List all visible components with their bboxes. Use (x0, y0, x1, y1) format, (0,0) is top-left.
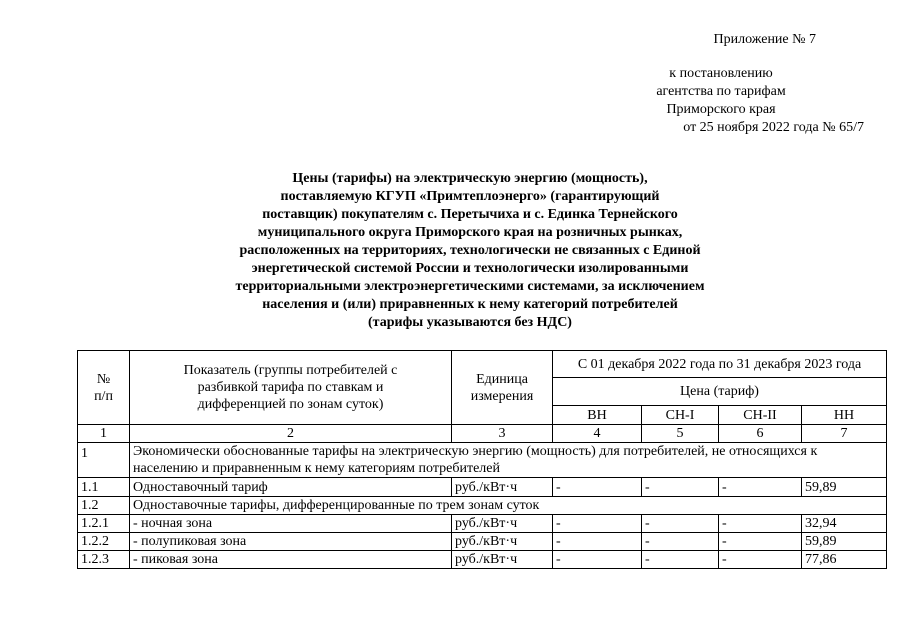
row-unit: руб./кВт·ч (452, 478, 553, 497)
row-sn2: - (719, 515, 802, 533)
section-title: Экономически обоснованные тарифы на электрическую энергию (мощность) для потребителей, не относящихся к населению и приравненным к нему категориям потребителей (130, 443, 887, 478)
appendix-number: Приложение № 7 (713, 32, 816, 47)
header-level-vn: ВН (553, 406, 642, 425)
table-row (78, 515, 887, 533)
header-period: С 01 декабря 2022 года по 31 декабря 2023 года (553, 351, 887, 378)
row-vn: - (553, 515, 642, 533)
appendix-ref-line: Приморского края (666, 102, 776, 117)
table-row (78, 533, 887, 551)
row-unit: руб./кВт·ч (452, 551, 553, 569)
appendix-date-line: от 25 ноября 2022 года № 65/7 (683, 120, 864, 135)
row-num: 1.2.1 (78, 515, 130, 533)
col-number: 6 (719, 425, 802, 443)
row-name: - ночная зона (130, 515, 452, 533)
document-title (190, 170, 750, 332)
row-vn: - (553, 533, 642, 551)
col-number: 2 (130, 425, 452, 443)
title-line: расположенных на территориях, технологически не связанных с Единой (239, 243, 701, 258)
table-row (78, 551, 887, 569)
header-price: Цена (тариф) (553, 378, 887, 406)
row-nn: 59,89 (802, 533, 887, 551)
col-number: 5 (642, 425, 719, 443)
row-sn1: - (642, 478, 719, 497)
table-row (78, 478, 887, 497)
header-level-nn: НН (802, 406, 887, 425)
appendix-ref-line: агентства по тарифам (656, 84, 786, 99)
title-line: поставщик) покупателям с. Перетычиха и с. Единка Тернейского (262, 207, 678, 222)
header-num: № п/п (78, 351, 130, 425)
row-unit: руб./кВт·ч (452, 515, 553, 533)
row-sn1: - (642, 533, 719, 551)
header-unit: Единица измерения (452, 351, 553, 425)
title-line: энергетической системой России и технологически изолированными (251, 261, 689, 276)
row-nn: 77,86 (802, 551, 887, 569)
appendix-block (560, 31, 870, 137)
row-nn: 59,89 (802, 478, 887, 497)
row-sn1: - (642, 515, 719, 533)
header-indicator: Показатель (группы потребителей с разбивкой тарифа по ставкам и дифференцией по зонам суток) (130, 351, 452, 425)
title-line: (тарифы указываются без НДС) (368, 315, 572, 330)
section-num: 1 (78, 443, 130, 478)
row-num: 1.1 (78, 478, 130, 497)
title-line: поставляемую КГУП «Примтеплоэнерго» (гарантирующий (280, 189, 660, 204)
row-sn2: - (719, 551, 802, 569)
appendix-ref-line: к постановлению (669, 66, 773, 81)
row-vn: - (553, 551, 642, 569)
row-sn1: - (642, 551, 719, 569)
title-line: Цены (тарифы) на электрическую энергию (мощность), (292, 171, 648, 186)
title-line: муниципального округа Приморского края на розничных рынках, (257, 225, 683, 240)
col-number: 3 (452, 425, 553, 443)
title-line: территориальными электроэнергетическими системами, за исключением (235, 279, 705, 294)
row-num: 1.2.3 (78, 551, 130, 569)
row-sn2: - (719, 533, 802, 551)
section-title: Одноставочные тарифы, дифференцированные по трем зонам суток (130, 497, 887, 515)
row-unit: руб./кВт·ч (452, 533, 553, 551)
tariff-table (77, 350, 887, 569)
section-num: 1.2 (78, 497, 130, 515)
header-level-sn2: СН-II (719, 406, 802, 425)
row-name: - полупиковая зона (130, 533, 452, 551)
title-line: населения и (или) приравненных к нему категорий потребителей (262, 297, 678, 312)
row-name: - пиковая зона (130, 551, 452, 569)
col-number: 4 (553, 425, 642, 443)
row-num: 1.2.2 (78, 533, 130, 551)
header-level-sn1: СН-I (642, 406, 719, 425)
row-vn: - (553, 478, 642, 497)
col-number: 1 (78, 425, 130, 443)
row-name: Одноставочный тариф (130, 478, 452, 497)
col-number: 7 (802, 425, 887, 443)
row-sn2: - (719, 478, 802, 497)
row-nn: 32,94 (802, 515, 887, 533)
